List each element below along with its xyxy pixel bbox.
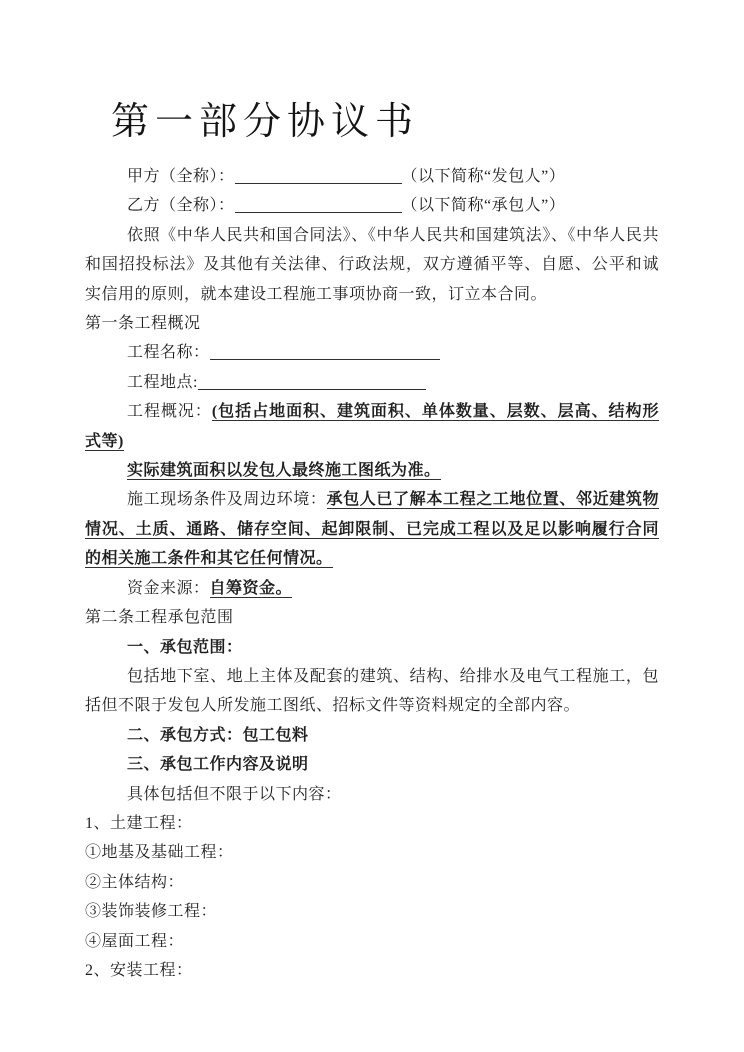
work-content-heading: 三、承包工作内容及说明 [127, 756, 309, 774]
work-item-civil: 1、土建工程： [85, 814, 193, 832]
work-content-intro: 具体包括但不限于以下内容： [127, 785, 342, 803]
funding-source-value: 自筹资金。 [209, 579, 293, 597]
party-b-label: 乙方（全称）： [127, 197, 235, 215]
article1-heading: 第一条工程概况 [85, 315, 201, 333]
party-a-suffix: （以下简称“发包人”） [401, 168, 566, 185]
work-item-decoration: ③装饰装修工程： [85, 903, 218, 921]
site-conditions-label: 施工现场条件及周边环境： [127, 491, 327, 509]
project-name-label: 工程名称： [127, 344, 210, 362]
scope-heading: 一、承包范围： [127, 638, 243, 656]
project-overview-value: (包括占地面积、建筑面积、单体数量、层数、层高、结构形式等) [85, 403, 659, 450]
contract-method-heading: 二、承包方式：包工包料 [127, 726, 309, 744]
funding-source-row [85, 574, 659, 603]
project-overview-label: 工程概况： [127, 403, 212, 421]
party-a-blank-field [235, 167, 402, 184]
site-conditions-row [85, 485, 659, 573]
building-area-note: 实际建筑面积以发包人最终施工图纸为准。 [127, 462, 441, 480]
article2-heading: 第二条工程承包范围 [85, 609, 234, 627]
party-a-label: 甲方（全称）： [127, 168, 235, 185]
building-area-note-row [85, 456, 659, 485]
project-location-label: 工程地点: [127, 373, 198, 391]
project-name-blank-field [210, 343, 440, 360]
preamble-paragraph: 依照《中华人民共和国合同法》、《中华人民共和国建筑法》、《中华人民共和国招投标法》及其他有关法律、行政法规，双方遵循平等、自愿、公平和诚实信用的原则，就本建设工程施工事项协商一致，订立本合同。 [85, 226, 659, 303]
scope-text: 包括地下室、地上主体及配套的建筑、结构、给排水及电气工程施工，包括但不限于发包人所发施工图纸、招标文件等资料规定的全部内容。 [85, 667, 659, 715]
party-a-row [85, 162, 659, 191]
page-title: 第一部分协议书 [111, 101, 420, 143]
work-item-foundation: ①地基及基础工程： [85, 844, 234, 862]
work-item-roofing: ④屋面工程： [85, 932, 185, 950]
work-item-main-structure: ②主体结构： [85, 873, 185, 891]
project-name-row [85, 338, 659, 367]
project-overview-row [85, 397, 659, 456]
work-item-installation: 2、安装工程： [85, 961, 193, 979]
party-b-row [85, 191, 659, 220]
party-b-blank-field [235, 196, 402, 213]
funding-source-label: 资金来源： [127, 579, 210, 597]
project-location-blank-field [198, 373, 426, 390]
project-location-row [85, 368, 659, 397]
party-b-suffix: （以下简称“承包人”） [401, 197, 566, 215]
site-conditions-value: 承包人已了解本工程之工地位置、邻近建筑物情况、土质、通路、储存空间、起卸限制、已完成工程以及足以影响履行合同的相关施工条件和其它任何情况。 [85, 491, 659, 568]
